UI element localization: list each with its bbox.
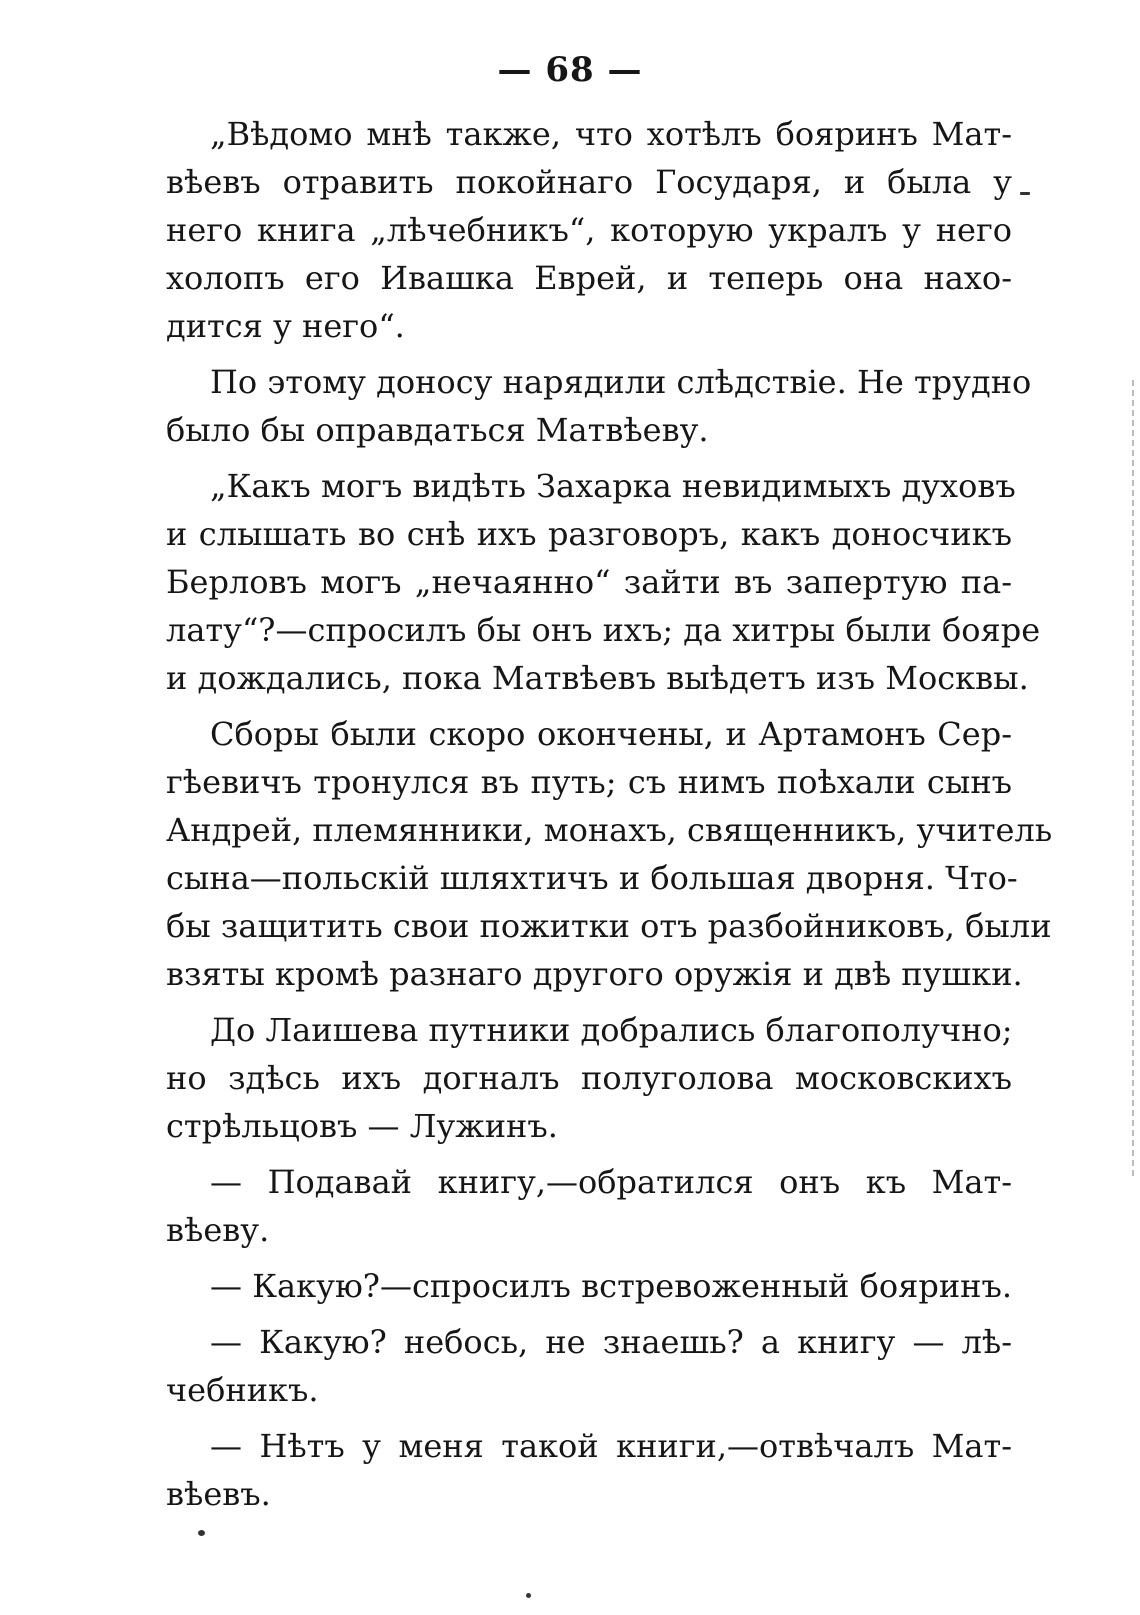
scan-speck <box>526 1593 531 1598</box>
text-line: но здѣсь ихъ догналъ полуголова московскихъ <box>166 1059 1012 1097</box>
text-line: По этому доносу нарядили слѣдствіе. Не трудно <box>210 363 1032 401</box>
paragraph-8 <box>166 1318 1012 1414</box>
text-line: Сборы были скоро окончены, и Артамонъ Сер- <box>210 715 1012 753</box>
text-line: бы защитить свои пожитки отъ разбойниковъ, были <box>166 907 1052 945</box>
paragraph-1 <box>166 110 1012 350</box>
text-line: лату“?—спросилъ бы онъ ихъ; да хитры были бояре <box>166 611 1041 649</box>
text-line: дится у него“. <box>166 307 405 345</box>
text-line: чебникъ. <box>166 1371 319 1409</box>
text-line: — Подавай книгу,—обратился онъ къ Мат- <box>210 1163 1012 1201</box>
paragraph-6 <box>166 1158 1012 1254</box>
scan-edge-rule <box>1132 380 1134 1180</box>
text-line: холопъ его Ивашка Еврей, и теперь она нахо- <box>166 259 1012 297</box>
text-line: было бы оправдаться Матвѣеву. <box>166 411 709 449</box>
text-line: „Какъ могъ видѣть Захарка невидимыхъ духовъ <box>210 467 1016 505</box>
text-line: него книга „лѣчебникъ“, которую укралъ у него <box>166 211 1012 249</box>
text-line: До Лаишева путники добрались благополучно; <box>210 1011 1013 1049</box>
text-line: „Вѣдомо мнѣ также, что хотѣлъ бояринъ Мат- <box>210 115 1012 153</box>
paragraph-4 <box>166 710 1053 998</box>
scan-speck <box>1020 192 1030 195</box>
text-line: взяты кромѣ разнаго другого оружія и двѣ пушки. <box>166 955 1023 993</box>
text-line: и слышать во снѣ ихъ разговоръ, какъ доносчикъ <box>166 515 1012 553</box>
text-line: вѣевъ. <box>166 1475 271 1513</box>
text-line: — Какую?—спросилъ встревоженный бояринъ. <box>210 1267 1012 1305</box>
text-line: сына—польскій шляхтичъ и большая дворня. Что- <box>166 859 1018 897</box>
text-line: — Нѣтъ у меня такой книги,—отвѣчалъ Мат- <box>210 1427 1012 1465</box>
text-line: вѣевъ отравить покойнаго Государя, и была у <box>166 163 1012 201</box>
paragraph-3 <box>166 462 1041 702</box>
paragraph-9 <box>166 1422 1012 1518</box>
body-text <box>166 110 1053 1526</box>
text-line: Андрей, племянники, монахъ, священникъ, учитель <box>166 811 1053 849</box>
paragraph-5 <box>166 1006 1012 1150</box>
text-line: Берловъ могъ „нечаянно“ зайти въ запертую па- <box>166 563 1012 601</box>
text-line: стрѣльцовъ — Лужинъ. <box>166 1107 558 1145</box>
paragraph-7 <box>166 1262 1012 1310</box>
text-line: гѣевичъ тронулся въ путь; съ нимъ поѣхали сынъ <box>166 763 1012 801</box>
text-line: вѣеву. <box>166 1211 270 1249</box>
page-number: — 68 — <box>497 50 643 90</box>
text-line: и дождались, пока Матвѣевъ выѣдетъ изъ Москвы. <box>166 659 1029 697</box>
paragraph-2 <box>166 358 1032 454</box>
text-line: — Какую? небось, не знаешь? а книгу — лѣ- <box>210 1323 1012 1361</box>
scan-speck <box>198 1530 205 1536</box>
